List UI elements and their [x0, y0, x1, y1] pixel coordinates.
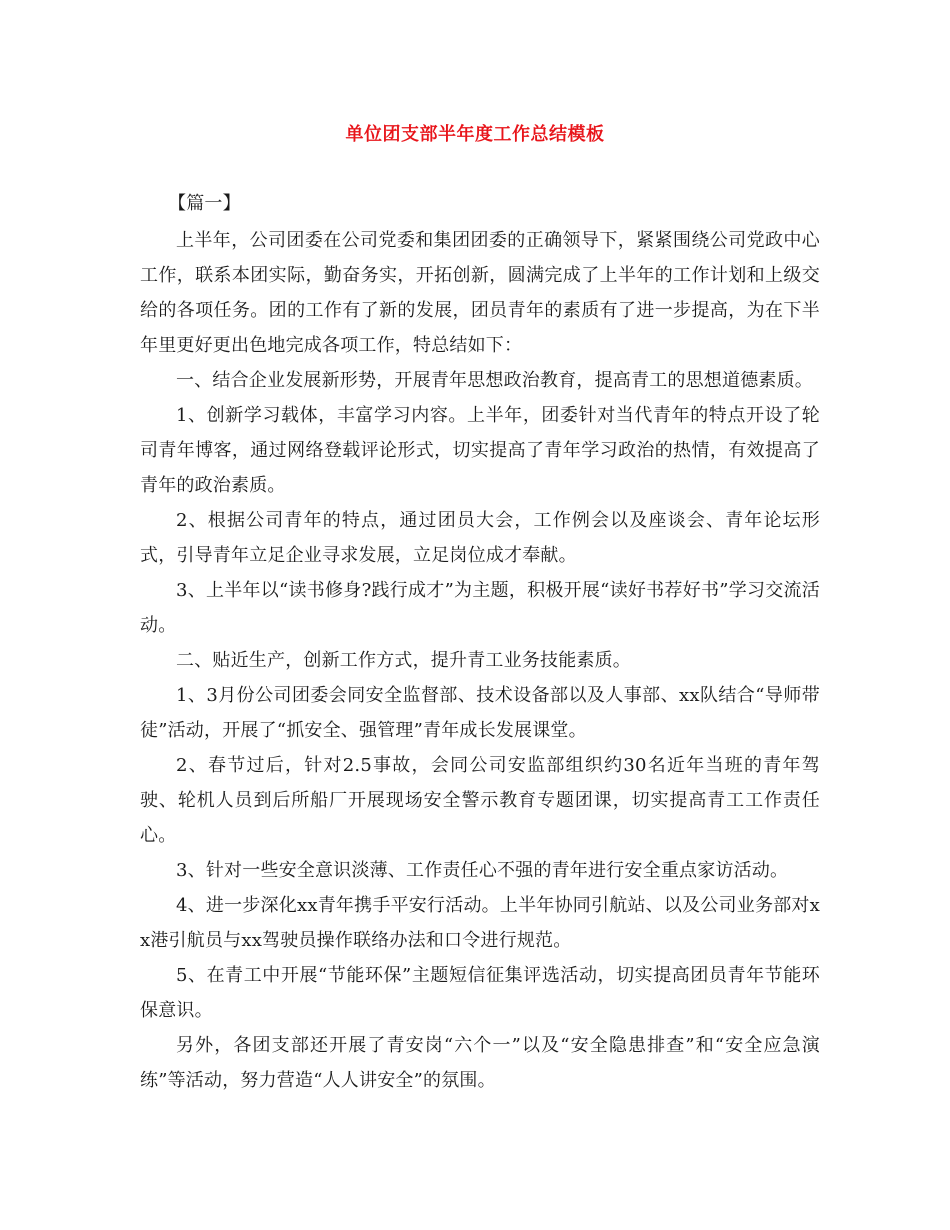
section-marker: 【篇一】 — [168, 193, 241, 214]
list-item-2-5: 5、在青工中开展“节能环保”主题短信征集评选活动，切实提高团员青年节能环保意识。 — [140, 965, 820, 1021]
list-item-1-1: 1、创新学习载体，丰富学习内容。上半年，团委针对当代青年的特点开设了轮司青年博客，通过网络登载评论形式，切实提高了青年学习政治的热情，有效提高了青年的政治素质。 — [140, 405, 820, 496]
document-title: 单位团支部半年度工作总结模板 — [345, 124, 605, 145]
document-body — [140, 186, 820, 1098]
list-item-1-3: 3、上半年以“读书修身?践行成才”为主题，积极开展“读好书荐好书”学习交流活动。 — [140, 580, 820, 636]
list-item-2-4: 4、进一步深化xx青年携手平安行活动。上半年协同引航站、以及公司业务部对xx港引航员与xx驾驶员操作联络办法和口令进行规范。 — [140, 895, 820, 951]
heading-two: 二、贴近生产，创新工作方式，提升青工业务技能素质。 — [176, 650, 631, 671]
list-item-1-2: 2、根据公司青年的特点，通过团员大会，工作例会以及座谈会、青年论坛形式，引导青年立足企业寻求发展，立足岗位成才奉献。 — [140, 510, 820, 566]
heading-one: 一、结合企业发展新形势，开展青年思想政治教育，提高青工的思想道德素质。 — [176, 370, 813, 391]
list-item-2-3: 3、针对一些安全意识淡薄、工作责任心不强的青年进行安全重点家访活动。 — [176, 860, 789, 881]
intro-paragraph: 上半年，公司团委在公司党委和集团团委的正确领导下，紧紧围绕公司党政中心工作，联系本团实际，勤奋务实，开拓创新，圆满完成了上半年的工作计划和上级交给的各项任务。团的工作有了新的发展，团员青年的素质有了进一步提高，为在下半年里更好更出色地完成各项工作，特总结如下： — [140, 230, 820, 356]
list-item-2-2: 2、春节过后，针对2.5事故，会同公司安监部组织约30名近年当班的青年驾驶、轮机人员到后所船厂开展现场安全警示教育专题团课，切实提高青工工作责任心。 — [140, 755, 820, 846]
list-item-2-1: 1、3月份公司团委会同安全监督部、技术设备部以及人事部、xx队结合“导师带徒”活动，开展了“抓安全、强管理”青年成长发展课堂。 — [140, 685, 820, 741]
closing-paragraph: 另外，各团支部还开展了青安岗“六个一”以及“安全隐患排查”和“安全应急演练”等活动，努力营造“人人讲安全”的氛围。 — [140, 1035, 820, 1091]
